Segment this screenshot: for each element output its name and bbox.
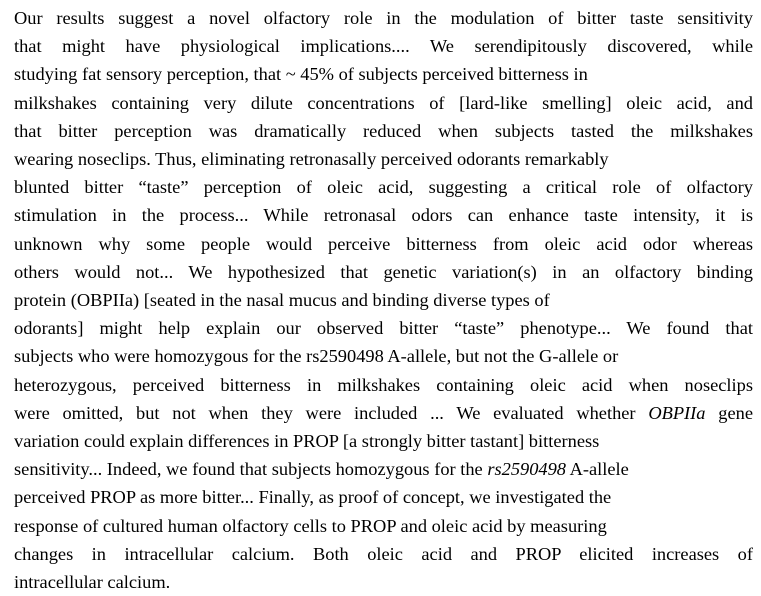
text-line-14: heterozygous, perceived bitterness in milkshakes containing oleic acid when noseclips [14,374,753,395]
snp-id-italic: rs2590498 [487,459,566,480]
text-line-21: intracellular calcium. [14,572,171,593]
quoted-paragraph [14,4,753,596]
text-line-7: blunted bitter “taste” perception of oleic acid, suggesting a critical role of olfactory [14,177,753,198]
text-line-19: response of cultured human olfactory cells to PROP and oleic acid by measuring [14,515,607,536]
text-line-13: subjects who were homozygous for the rs2590498 A-allele, but not the G-allele or [14,346,619,367]
text-line-10: others would not... We hypothesized that genetic variation(s) in an olfactory binding [14,261,753,282]
text-line-15-end: gene [705,402,753,423]
text-line-20: changes in intracellular calcium. Both oleic acid and PROP elicited increases of [14,543,753,564]
text-line-11: protein (OBPIIa) [seated in the nasal mucus and binding diverse types of [14,290,550,311]
text-line-17-start: sensitivity... Indeed, we found that subjects homozygous for the [14,459,488,480]
gene-name-italic: OBPIIa [648,402,706,423]
text-line-5: that bitter perception was dramatically reduced when subjects tasted the milkshakes [14,120,753,141]
text-line-1: Our results suggest a novel olfactory role in the modulation of bitter taste sensitivity [14,8,753,28]
text-line-17-end: A-allele [566,459,629,480]
text-line-2: that might have physiological implications.... We serendipitously discovered, while [14,36,753,57]
text-line-15-start: were omitted, but not when they were included ... We evaluated whether [14,402,649,423]
text-line-8: stimulation in the process... While retronasal odors can enhance taste intensity, it is [14,205,753,226]
text-line-16: variation could explain differences in PROP [a strongly bitter tastant] bitterness [14,431,600,452]
text-line-9: unknown why some people would perceive bitterness from oleic acid odor whereas [14,233,753,254]
text-line-18: perceived PROP as more bitter... Finally, as proof of concept, we investigated the [14,487,612,508]
text-line-12: odorants] might help explain our observed bitter “taste” phenotype... We found that [14,318,753,339]
text-line-15 [14,399,753,427]
text-line-4: milkshakes containing very dilute concentrations of [lard-like smelling] oleic acid, and [14,92,753,113]
text-line-6: wearing noseclips. Thus, eliminating retronasally perceived odorants remarkably [14,149,609,170]
text-line-17 [14,455,753,483]
text-line-3: studying fat sensory perception, that ~ 45% of subjects perceived bitterness in [14,64,588,85]
